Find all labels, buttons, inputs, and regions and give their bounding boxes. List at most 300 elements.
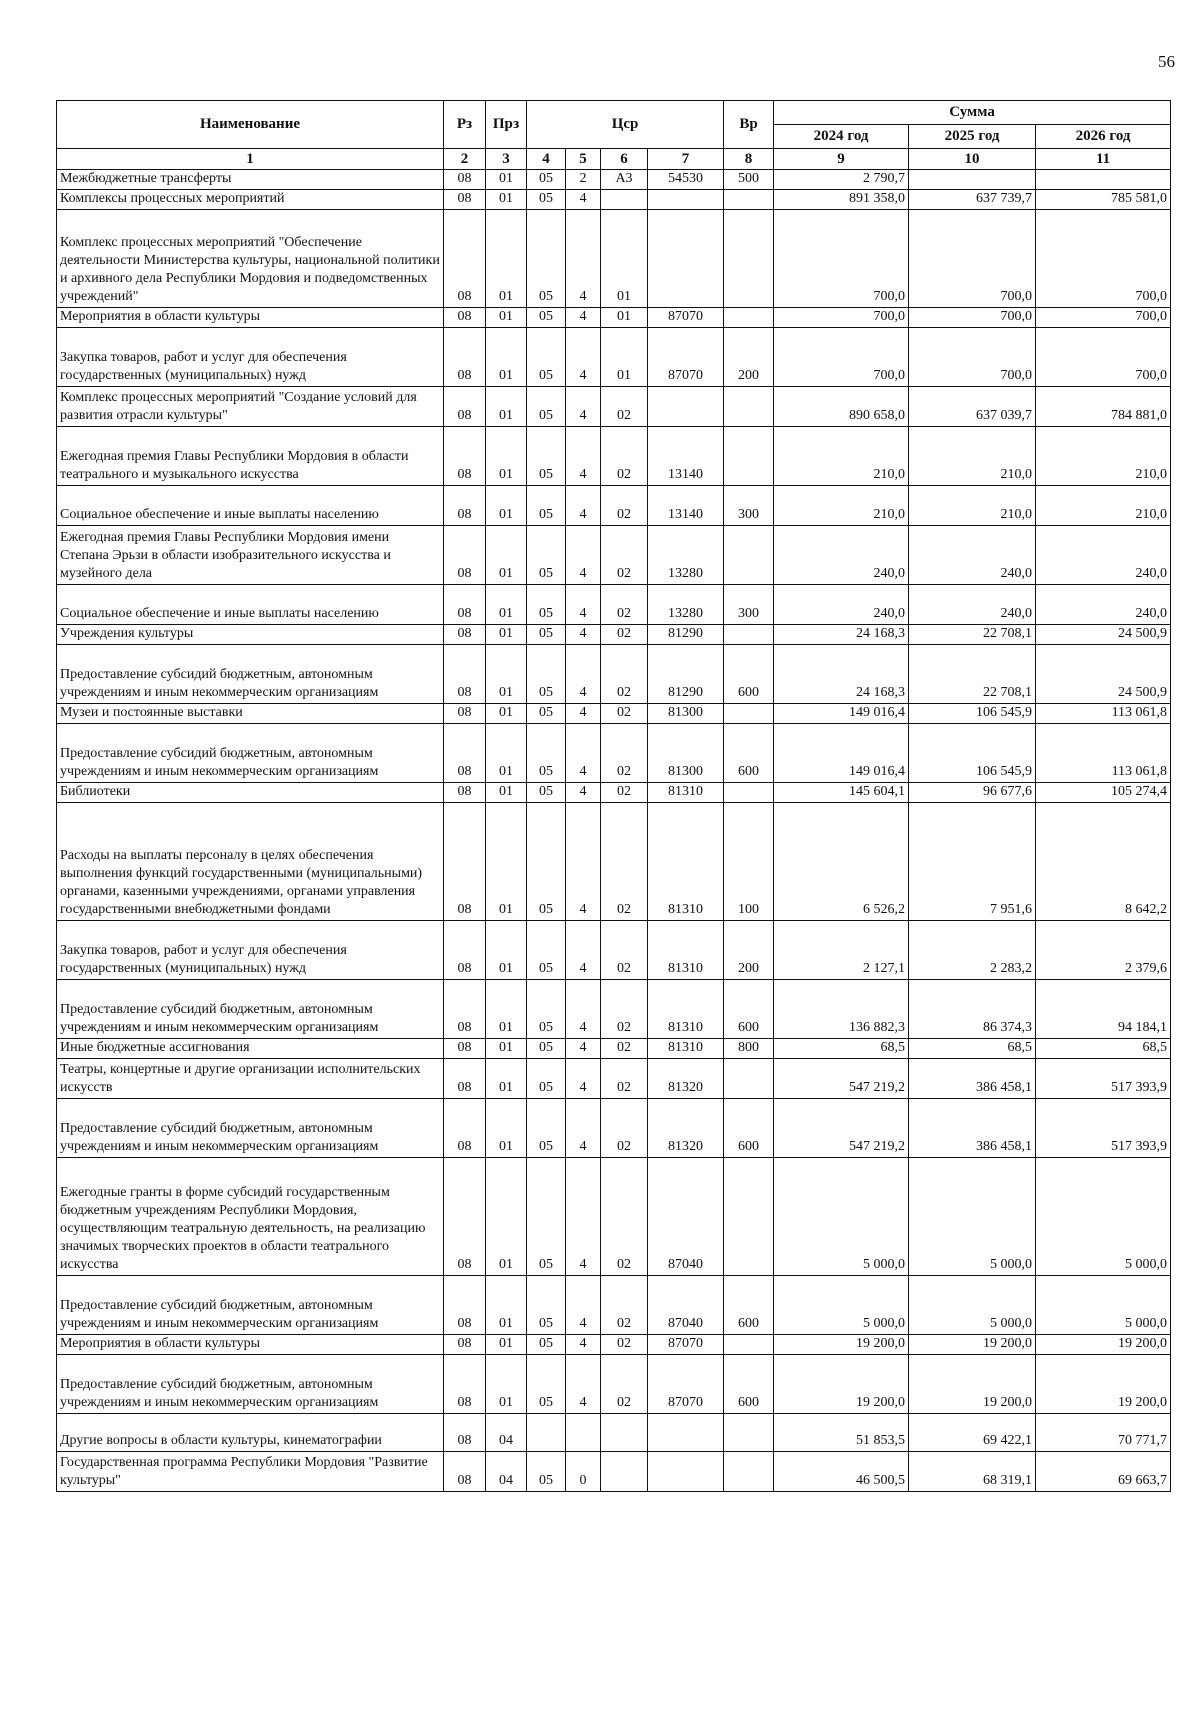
row-vr xyxy=(724,1414,774,1452)
row-csr-program: 05 xyxy=(527,921,566,980)
row-sum-2025: 68 319,1 xyxy=(909,1452,1036,1492)
row-vr: 600 xyxy=(724,980,774,1039)
header-rz: Рз xyxy=(444,101,486,149)
row-prz: 01 xyxy=(486,1039,527,1059)
table-row xyxy=(57,704,1171,724)
row-csr-program: 05 xyxy=(527,803,566,921)
row-name: Театры, концертные и другие организации исполнительских искусств xyxy=(57,1059,444,1099)
row-csr-direction: 13280 xyxy=(648,526,724,585)
row-name: Предоставление субсидий бюджетным, автономным учреждениям и иным некоммерческим организациям xyxy=(57,724,444,783)
row-csr-subprogram: 02 xyxy=(601,921,648,980)
table-row xyxy=(57,427,1171,486)
table-row xyxy=(57,1452,1171,1492)
row-csr-program: 05 xyxy=(527,980,566,1039)
row-csr-program: 05 xyxy=(527,328,566,387)
row-vr xyxy=(724,1452,774,1492)
row-name: Учреждения культуры xyxy=(57,625,444,645)
row-csr-subprogram: 02 xyxy=(601,486,648,526)
row-prz: 01 xyxy=(486,921,527,980)
row-csr-type: 4 xyxy=(566,1039,601,1059)
row-csr-program: 05 xyxy=(527,526,566,585)
row-csr-direction: 81310 xyxy=(648,803,724,921)
row-sum-2024: 24 168,3 xyxy=(774,625,909,645)
row-csr-direction xyxy=(648,190,724,210)
row-sum-2025: 240,0 xyxy=(909,526,1036,585)
table-row xyxy=(57,803,1171,921)
row-csr-direction: 87070 xyxy=(648,1355,724,1414)
row-csr-type: 4 xyxy=(566,526,601,585)
row-csr-direction: 87070 xyxy=(648,328,724,387)
column-number: 4 xyxy=(527,149,566,170)
row-sum-2024: 24 168,3 xyxy=(774,645,909,704)
row-sum-2025: 5 000,0 xyxy=(909,1276,1036,1335)
row-csr-subprogram: 02 xyxy=(601,625,648,645)
table-row xyxy=(57,526,1171,585)
row-name: Расходы на выплаты персоналу в целях обеспечения выполнения функций государственными (муниципальными) органами, казенными учреждениями, органами управления государственными внебюджетными фондами xyxy=(57,803,444,921)
row-vr xyxy=(724,526,774,585)
row-sum-2026: 68,5 xyxy=(1036,1039,1171,1059)
row-prz: 01 xyxy=(486,328,527,387)
row-csr-subprogram: 02 xyxy=(601,387,648,427)
header-year-2025: 2025 год xyxy=(909,125,1036,149)
row-rz: 08 xyxy=(444,625,486,645)
row-sum-2024: 547 219,2 xyxy=(774,1099,909,1158)
row-sum-2024: 149 016,4 xyxy=(774,704,909,724)
row-csr-program xyxy=(527,1414,566,1452)
row-vr xyxy=(724,210,774,308)
row-sum-2025: 19 200,0 xyxy=(909,1335,1036,1355)
row-sum-2025: 700,0 xyxy=(909,328,1036,387)
row-csr-type: 4 xyxy=(566,308,601,328)
row-prz: 01 xyxy=(486,1158,527,1276)
row-csr-program: 05 xyxy=(527,704,566,724)
table-row xyxy=(57,486,1171,526)
row-sum-2026: 5 000,0 xyxy=(1036,1158,1171,1276)
table-row xyxy=(57,1355,1171,1414)
row-vr: 600 xyxy=(724,724,774,783)
row-csr-direction: 81310 xyxy=(648,1039,724,1059)
row-csr-subprogram xyxy=(601,1414,648,1452)
row-sum-2026: 19 200,0 xyxy=(1036,1335,1171,1355)
row-sum-2025: 240,0 xyxy=(909,585,1036,625)
header-vr: Вр xyxy=(724,101,774,149)
row-sum-2025: 22 708,1 xyxy=(909,645,1036,704)
row-name: Предоставление субсидий бюджетным, автономным учреждениям и иным некоммерческим организациям xyxy=(57,980,444,1039)
row-prz: 04 xyxy=(486,1414,527,1452)
row-name: Закупка товаров, работ и услуг для обеспечения государственных (муниципальных) нужд xyxy=(57,921,444,980)
row-sum-2025: 637 739,7 xyxy=(909,190,1036,210)
row-rz: 08 xyxy=(444,1158,486,1276)
row-prz: 01 xyxy=(486,427,527,486)
row-csr-program: 05 xyxy=(527,170,566,190)
row-sum-2025: 2 283,2 xyxy=(909,921,1036,980)
row-sum-2024: 2 790,7 xyxy=(774,170,909,190)
row-prz: 01 xyxy=(486,210,527,308)
row-csr-type xyxy=(566,1414,601,1452)
table-row xyxy=(57,1158,1171,1276)
row-sum-2026: 784 881,0 xyxy=(1036,387,1171,427)
row-csr-direction: 81320 xyxy=(648,1059,724,1099)
table-row xyxy=(57,210,1171,308)
row-rz: 08 xyxy=(444,783,486,803)
row-csr-type: 4 xyxy=(566,783,601,803)
row-csr-subprogram: 02 xyxy=(601,526,648,585)
row-csr-type: 4 xyxy=(566,1355,601,1414)
row-csr-type: 4 xyxy=(566,190,601,210)
table-row xyxy=(57,328,1171,387)
row-sum-2026: 700,0 xyxy=(1036,328,1171,387)
row-name: Социальное обеспечение и иные выплаты населению xyxy=(57,486,444,526)
row-sum-2024: 700,0 xyxy=(774,210,909,308)
row-sum-2026: 70 771,7 xyxy=(1036,1414,1171,1452)
table-row xyxy=(57,645,1171,704)
row-csr-direction: 87040 xyxy=(648,1276,724,1335)
row-name: Закупка товаров, работ и услуг для обеспечения государственных (муниципальных) нужд xyxy=(57,328,444,387)
row-sum-2024: 6 526,2 xyxy=(774,803,909,921)
row-csr-subprogram: 02 xyxy=(601,783,648,803)
row-name: Ежегодная премия Главы Республики Мордовия имени Степана Эрьзи в области изобразительного искусства и музейного дела xyxy=(57,526,444,585)
row-csr-direction: 81290 xyxy=(648,645,724,704)
row-sum-2026: 105 274,4 xyxy=(1036,783,1171,803)
row-name: Иные бюджетные ассигнования xyxy=(57,1039,444,1059)
row-sum-2026: 69 663,7 xyxy=(1036,1452,1171,1492)
table-row xyxy=(57,724,1171,783)
row-csr-subprogram: 02 xyxy=(601,704,648,724)
row-prz: 01 xyxy=(486,585,527,625)
row-prz: 01 xyxy=(486,980,527,1039)
row-name: Ежегодная премия Главы Республики Мордовия в области театрального и музыкального искусства xyxy=(57,427,444,486)
table-row xyxy=(57,308,1171,328)
table-row xyxy=(57,585,1171,625)
row-sum-2025: 68,5 xyxy=(909,1039,1036,1059)
row-rz: 08 xyxy=(444,1335,486,1355)
row-csr-subprogram: 02 xyxy=(601,724,648,783)
row-name: Мероприятия в области культуры xyxy=(57,1335,444,1355)
row-rz: 08 xyxy=(444,190,486,210)
row-vr xyxy=(724,1059,774,1099)
row-csr-subprogram: 01 xyxy=(601,210,648,308)
row-csr-program: 05 xyxy=(527,427,566,486)
row-sum-2025: 700,0 xyxy=(909,308,1036,328)
row-sum-2024: 5 000,0 xyxy=(774,1276,909,1335)
row-csr-program: 05 xyxy=(527,190,566,210)
table-row xyxy=(57,625,1171,645)
row-sum-2024: 68,5 xyxy=(774,1039,909,1059)
row-prz: 01 xyxy=(486,308,527,328)
row-csr-subprogram: 02 xyxy=(601,585,648,625)
row-vr: 600 xyxy=(724,645,774,704)
row-rz: 08 xyxy=(444,387,486,427)
row-sum-2025: 69 422,1 xyxy=(909,1414,1036,1452)
row-csr-direction: 81310 xyxy=(648,980,724,1039)
row-vr xyxy=(724,1335,774,1355)
row-sum-2025: 19 200,0 xyxy=(909,1355,1036,1414)
row-prz: 01 xyxy=(486,387,527,427)
row-rz: 08 xyxy=(444,1099,486,1158)
row-sum-2026: 700,0 xyxy=(1036,308,1171,328)
row-sum-2024: 700,0 xyxy=(774,328,909,387)
column-number: 3 xyxy=(486,149,527,170)
row-csr-direction: 81320 xyxy=(648,1099,724,1158)
row-prz: 01 xyxy=(486,1276,527,1335)
row-csr-program: 05 xyxy=(527,1276,566,1335)
row-csr-type: 4 xyxy=(566,1158,601,1276)
row-csr-program: 05 xyxy=(527,1059,566,1099)
row-csr-direction xyxy=(648,387,724,427)
row-csr-direction xyxy=(648,1414,724,1452)
row-rz: 08 xyxy=(444,526,486,585)
row-csr-type: 4 xyxy=(566,427,601,486)
row-sum-2026: 785 581,0 xyxy=(1036,190,1171,210)
row-csr-subprogram xyxy=(601,190,648,210)
row-csr-program: 05 xyxy=(527,585,566,625)
row-prz: 01 xyxy=(486,645,527,704)
row-csr-direction: 87070 xyxy=(648,1335,724,1355)
row-name: Предоставление субсидий бюджетным, автономным учреждениям и иным некоммерческим организациям xyxy=(57,1099,444,1158)
column-number: 7 xyxy=(648,149,724,170)
row-csr-type: 4 xyxy=(566,645,601,704)
row-vr: 500 xyxy=(724,170,774,190)
row-sum-2025: 637 039,7 xyxy=(909,387,1036,427)
row-sum-2024: 891 358,0 xyxy=(774,190,909,210)
row-rz: 08 xyxy=(444,1039,486,1059)
row-csr-direction: 81300 xyxy=(648,704,724,724)
row-csr-subprogram: 02 xyxy=(601,1335,648,1355)
row-vr: 200 xyxy=(724,921,774,980)
table-row xyxy=(57,387,1171,427)
row-sum-2026: 5 000,0 xyxy=(1036,1276,1171,1335)
row-sum-2025: 106 545,9 xyxy=(909,704,1036,724)
row-sum-2026: 2 379,6 xyxy=(1036,921,1171,980)
row-sum-2025: 210,0 xyxy=(909,427,1036,486)
header-sum: Сумма xyxy=(774,101,1171,125)
row-sum-2024: 700,0 xyxy=(774,308,909,328)
row-sum-2026: 113 061,8 xyxy=(1036,704,1171,724)
row-csr-program: 05 xyxy=(527,1335,566,1355)
row-csr-direction: 13140 xyxy=(648,427,724,486)
row-csr-direction: 81310 xyxy=(648,783,724,803)
row-csr-type: 4 xyxy=(566,1059,601,1099)
row-sum-2025: 86 374,3 xyxy=(909,980,1036,1039)
row-csr-type: 4 xyxy=(566,328,601,387)
row-csr-program: 05 xyxy=(527,724,566,783)
row-sum-2025: 210,0 xyxy=(909,486,1036,526)
row-sum-2024: 240,0 xyxy=(774,526,909,585)
row-csr-type: 4 xyxy=(566,585,601,625)
row-csr-subprogram: 01 xyxy=(601,328,648,387)
row-csr-subprogram: 02 xyxy=(601,427,648,486)
row-rz: 08 xyxy=(444,170,486,190)
row-csr-program: 05 xyxy=(527,625,566,645)
row-csr-program: 05 xyxy=(527,1452,566,1492)
row-rz: 08 xyxy=(444,921,486,980)
row-csr-direction: 87040 xyxy=(648,1158,724,1276)
row-rz: 08 xyxy=(444,210,486,308)
row-name: Ежегодные гранты в форме субсидий государственным бюджетным учреждениям Республики Мордовия, осуществляющим театральную деятельность, на реализацию значимых творческих проектов в области театрального искусства xyxy=(57,1158,444,1276)
row-sum-2026 xyxy=(1036,170,1171,190)
row-csr-subprogram: 02 xyxy=(601,1039,648,1059)
row-csr-program: 05 xyxy=(527,308,566,328)
table-row xyxy=(57,783,1171,803)
row-vr: 100 xyxy=(724,803,774,921)
row-vr: 800 xyxy=(724,1039,774,1059)
budget-table-body xyxy=(57,170,1171,1492)
row-sum-2024: 5 000,0 xyxy=(774,1158,909,1276)
table-row xyxy=(57,921,1171,980)
row-name: Государственная программа Республики Мордовия "Развитие культуры" xyxy=(57,1452,444,1492)
row-sum-2026: 210,0 xyxy=(1036,427,1171,486)
row-sum-2026: 8 642,2 xyxy=(1036,803,1171,921)
row-sum-2026: 210,0 xyxy=(1036,486,1171,526)
row-sum-2026: 517 393,9 xyxy=(1036,1059,1171,1099)
row-vr xyxy=(724,1158,774,1276)
column-number: 1 xyxy=(57,149,444,170)
row-sum-2024: 149 016,4 xyxy=(774,724,909,783)
row-sum-2024: 2 127,1 xyxy=(774,921,909,980)
row-sum-2026: 517 393,9 xyxy=(1036,1099,1171,1158)
row-rz: 08 xyxy=(444,328,486,387)
row-sum-2025: 5 000,0 xyxy=(909,1158,1036,1276)
row-rz: 08 xyxy=(444,1355,486,1414)
table-row xyxy=(57,170,1171,190)
table-row xyxy=(57,1099,1171,1158)
column-number: 5 xyxy=(566,149,601,170)
row-sum-2026: 240,0 xyxy=(1036,585,1171,625)
row-csr-direction: 13140 xyxy=(648,486,724,526)
row-csr-type: 4 xyxy=(566,704,601,724)
row-rz: 08 xyxy=(444,585,486,625)
row-csr-subprogram: 02 xyxy=(601,1276,648,1335)
row-rz: 08 xyxy=(444,724,486,783)
row-csr-type: 4 xyxy=(566,1276,601,1335)
column-number: 6 xyxy=(601,149,648,170)
row-prz: 01 xyxy=(486,170,527,190)
row-rz: 08 xyxy=(444,1414,486,1452)
row-vr xyxy=(724,190,774,210)
row-sum-2026: 24 500,9 xyxy=(1036,625,1171,645)
table-row xyxy=(57,1039,1171,1059)
row-sum-2025: 386 458,1 xyxy=(909,1059,1036,1099)
row-csr-type: 4 xyxy=(566,1099,601,1158)
row-rz: 08 xyxy=(444,645,486,704)
row-csr-type: 4 xyxy=(566,625,601,645)
row-rz: 08 xyxy=(444,1276,486,1335)
row-sum-2024: 136 882,3 xyxy=(774,980,909,1039)
table-row xyxy=(57,1059,1171,1099)
row-prz: 01 xyxy=(486,1099,527,1158)
row-sum-2025: 106 545,9 xyxy=(909,724,1036,783)
row-rz: 08 xyxy=(444,980,486,1039)
row-sum-2024: 210,0 xyxy=(774,427,909,486)
row-csr-subprogram: 01 xyxy=(601,308,648,328)
row-prz: 01 xyxy=(486,625,527,645)
column-number: 11 xyxy=(1036,149,1171,170)
header-csr: Цср xyxy=(527,101,724,149)
row-name: Межбюджетные трансферты xyxy=(57,170,444,190)
row-vr: 600 xyxy=(724,1099,774,1158)
row-csr-type: 4 xyxy=(566,980,601,1039)
row-csr-type: 4 xyxy=(566,387,601,427)
budget-table xyxy=(56,100,1171,1492)
row-rz: 08 xyxy=(444,704,486,724)
row-sum-2025: 96 677,6 xyxy=(909,783,1036,803)
column-number: 10 xyxy=(909,149,1036,170)
row-name: Библиотеки xyxy=(57,783,444,803)
column-number: 2 xyxy=(444,149,486,170)
column-number: 9 xyxy=(774,149,909,170)
table-row xyxy=(57,1276,1171,1335)
row-vr: 600 xyxy=(724,1355,774,1414)
row-csr-type: 4 xyxy=(566,724,601,783)
table-row xyxy=(57,190,1171,210)
row-rz: 08 xyxy=(444,1452,486,1492)
row-csr-type: 4 xyxy=(566,1335,601,1355)
row-sum-2024: 19 200,0 xyxy=(774,1355,909,1414)
row-csr-direction: 87070 xyxy=(648,308,724,328)
row-prz: 01 xyxy=(486,783,527,803)
table-row xyxy=(57,1335,1171,1355)
header-name: Наименование xyxy=(57,101,444,149)
row-prz: 01 xyxy=(486,704,527,724)
row-name: Комплекс процессных мероприятий "Обеспечение деятельности Министерства культуры, национальной политики и архивного дела Республики Мордовия и подведомственных учреждений" xyxy=(57,210,444,308)
row-vr xyxy=(724,704,774,724)
row-vr xyxy=(724,387,774,427)
row-prz: 01 xyxy=(486,526,527,585)
row-csr-program: 05 xyxy=(527,210,566,308)
row-prz: 01 xyxy=(486,1335,527,1355)
row-name: Мероприятия в области культуры xyxy=(57,308,444,328)
header-prz: Прз xyxy=(486,101,527,149)
row-csr-program: 05 xyxy=(527,645,566,704)
row-sum-2024: 890 658,0 xyxy=(774,387,909,427)
row-csr-type: 4 xyxy=(566,921,601,980)
row-name: Другие вопросы в области культуры, кинематографии xyxy=(57,1414,444,1452)
row-csr-program: 05 xyxy=(527,1099,566,1158)
row-csr-program: 05 xyxy=(527,1039,566,1059)
row-sum-2025: 700,0 xyxy=(909,210,1036,308)
row-vr xyxy=(724,427,774,486)
row-csr-program: 05 xyxy=(527,486,566,526)
row-vr: 300 xyxy=(724,486,774,526)
row-csr-subprogram: 02 xyxy=(601,1099,648,1158)
column-number: 8 xyxy=(724,149,774,170)
row-sum-2026: 113 061,8 xyxy=(1036,724,1171,783)
row-sum-2025: 22 708,1 xyxy=(909,625,1036,645)
row-csr-subprogram: 02 xyxy=(601,1059,648,1099)
row-csr-program: 05 xyxy=(527,1158,566,1276)
row-csr-direction: 81290 xyxy=(648,625,724,645)
row-csr-direction: 81300 xyxy=(648,724,724,783)
row-csr-subprogram: 02 xyxy=(601,1355,648,1414)
row-vr xyxy=(724,783,774,803)
row-csr-subprogram xyxy=(601,1452,648,1492)
row-name: Музеи и постоянные выставки xyxy=(57,704,444,724)
row-csr-direction: 54530 xyxy=(648,170,724,190)
row-csr-type: 2 xyxy=(566,170,601,190)
row-csr-type: 4 xyxy=(566,486,601,526)
row-vr xyxy=(724,308,774,328)
row-sum-2024: 240,0 xyxy=(774,585,909,625)
row-sum-2024: 46 500,5 xyxy=(774,1452,909,1492)
row-sum-2026: 700,0 xyxy=(1036,210,1171,308)
row-prz: 01 xyxy=(486,1355,527,1414)
row-csr-type: 4 xyxy=(566,803,601,921)
row-rz: 08 xyxy=(444,803,486,921)
row-name: Предоставление субсидий бюджетным, автономным учреждениям и иным некоммерческим организациям xyxy=(57,1276,444,1335)
row-name: Социальное обеспечение и иные выплаты населению xyxy=(57,585,444,625)
row-name: Комплекс процессных мероприятий "Создание условий для развития отрасли культуры" xyxy=(57,387,444,427)
row-csr-subprogram: 02 xyxy=(601,980,648,1039)
